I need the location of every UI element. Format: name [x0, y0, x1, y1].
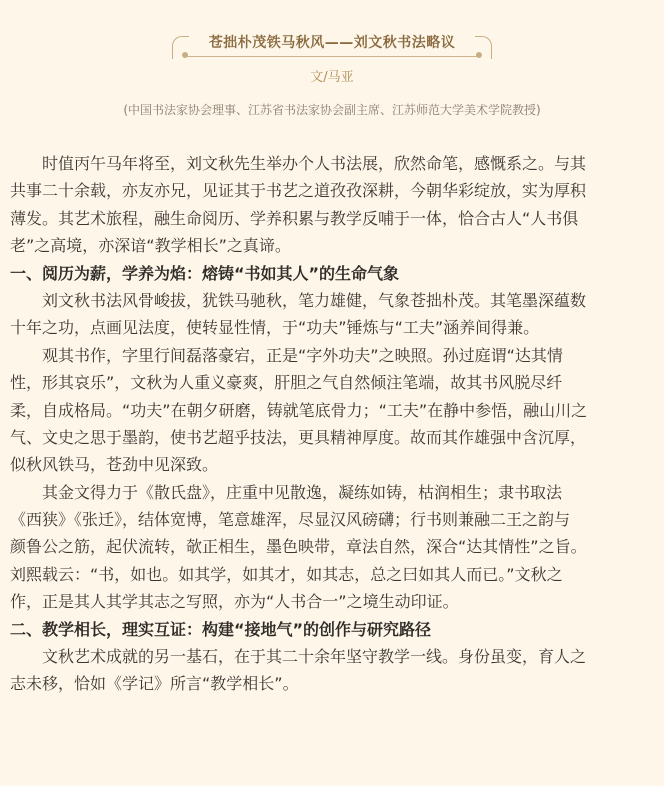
body-line: 柔，自成格局。“功夫”在朝夕研磨，铸就笔底骨力；“工夫”在静中参悟，融山川之 [10, 400, 588, 420]
body-line: 颜鲁公之筋，起伏流转，欹正相生，墨色映带，章法自然，深合“达其情性”之旨。 [10, 537, 587, 557]
body-line: 共事二十余载，亦友亦兄，见证其于书艺之道孜孜深耕，今朝华彩绽放，实为厚积 [10, 181, 587, 201]
body-line: 时值丙午马年将至，刘文秋先生举办个人书法展，欣然命笔，感慨系之。与其 [10, 154, 587, 173]
body-line: 薄发。其艺术旅程，融生命阅历、学养积累与教学反哺于一体，恰合古人“人书俱 [10, 208, 579, 228]
right-ornament-dot-icon [476, 52, 482, 58]
title-divider [186, 56, 478, 57]
left-ornament-dot-icon [182, 52, 188, 58]
body-line: 文秋艺术成就的另一基石，在于其二十余年坚守教学一线。身份虽变，育人之 [10, 647, 587, 667]
article-body [0, 150, 664, 698]
body-line: 老”之高境，亦深谙“教学相长”之真谛。 [10, 236, 291, 256]
body-line: 十年之功，点画见法度，使转显性情，于“功夫”锤炼与“工夫”涵养间得兼。 [10, 318, 540, 338]
body-line: 气、文史之思于墨韵，使书艺超乎技法，更具精神厚度。故而其作雄强中含沉厚， [10, 427, 587, 447]
body-line: 《西狭》《张迁》，结体宽博，笔意雄浑，尽显汉风磅礴；行书则兼融二王之韵与 [10, 510, 571, 530]
section-heading-2: 二、教学相长，理实互证：构建“接地气”的创作与研究路径 [10, 619, 432, 639]
body-line: 观其书作，字里行间磊落豪宕，正是“字外功夫”之映照。孙过庭谓“达其情 [10, 345, 563, 365]
body-line: 志未移，恰如《学记》所言“教学相长”。 [10, 674, 299, 694]
section-heading-1: 一、阅历为薪，学养为焰：熔铸“书如其人”的生命气象 [10, 263, 400, 283]
body-line: 刘文秋书法风骨峻拔，犹铁马驰秋，笔力雄健，气象苍拙朴茂。其笔墨深蕴数 [10, 290, 587, 310]
body-line: 作，正是其人其学其志之写照，亦为“人书合一”之境生动印证。 [10, 592, 459, 612]
body-line: 其金文得力于《散氏盘》，庄重中见散逸，凝练如铸，枯润相生；隶书取法 [10, 482, 563, 502]
body-line: 性，形其哀乐”，文秋为人重义豪爽，肝胆之气自然倾注笔端，故其书风脱尽纤 [10, 373, 563, 393]
article-title: 苍拙朴茂铁马秋风——刘文秋书法略议 [208, 35, 456, 51]
article-header [0, 0, 664, 130]
author-byline: 文/马亚 [310, 70, 354, 85]
body-line: 刘熙载云：“书，如也。如其学，如其才，如其志，总之曰如其人而已。”文秋之 [10, 564, 563, 584]
body-line: 似秋风铁马，苍劲中见深致。 [10, 455, 219, 475]
author-affiliation: (中国书法家协会理事、江苏省书法家协会副主席、江苏师范大学美术学院教授) [123, 103, 541, 117]
